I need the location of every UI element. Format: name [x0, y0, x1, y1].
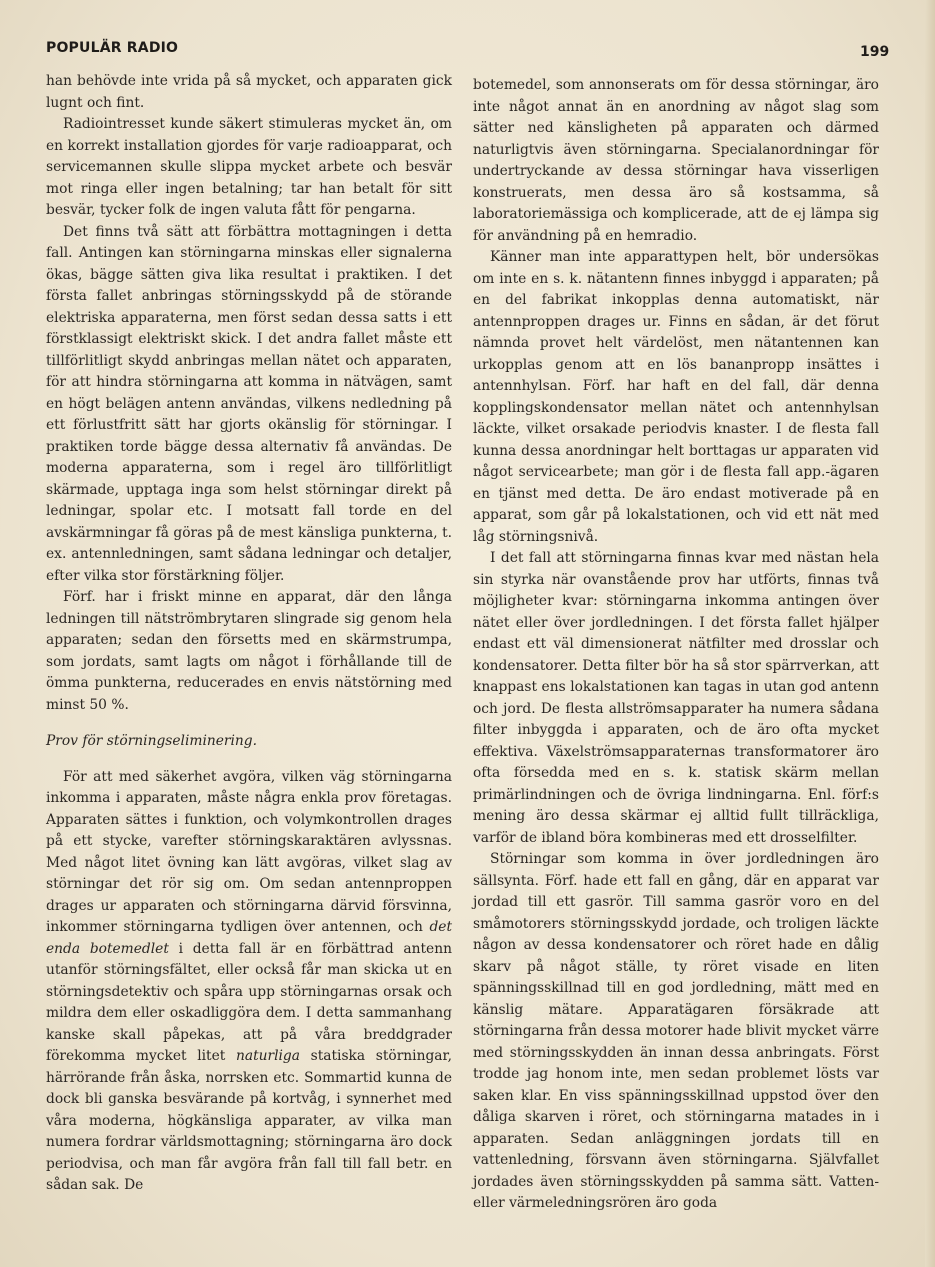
right-column	[473, 75, 879, 1215]
running-header-title: POPULÄR RADIO	[46, 40, 179, 56]
left-paragraph-5-emphasis-2: naturliga	[235, 1048, 300, 1064]
left-paragraph-5-emphasis-1: det enda botemedlet	[46, 919, 452, 957]
right-paragraph-2: Känner man inte apparattypen helt, bör undersökas om inte en s. k. nätantenn finnes inbyggd i apparaten; på en del fabrikat inkopplas denna automatiskt, när antennproppen drages ur. Finns en sådan, är det förut nämnda provet helt värdelöst, men nätantennen kan urkopplas genom att en lös bananpropp insättes i antennhylsan. Förf. har haft en del fall, där denna kopplingskondensator mellan nätet och antennhylsan läckte, vilket orsakade periodvis knaster. I de flesta fall kunna dessa anordningar helt borttagas ur apparaten vid något servicearbete; man gör i de flesta fall app.-ägaren en tjänst med detta. De äro endast motiverade på en apparat, som går på lokalstationen, och vid ett nät med låg störningsnivå.	[473, 249, 879, 545]
left-paragraph-3: Det finns två sätt att förbättra mottagningen i detta fall. Antingen kan störningarna minskas eller signalerna ökas, bägge sätten giva lika resultat i praktiken. I det första fallet anbringas störningsskydd på de störande elektriska apparaterna, men först sedan dessa satts i ett förstklassigt elektriskt skick. I det andra fallet måste ett tillförlitligt skydd anbringas mellan nätet och apparaten, för att hindra störningarna att komma in nätvägen, samt en högt belägen antenn användas, vilkens nedledning på ett förlustfritt sätt har gjorts okänslig för störningar. I praktiken torde bägge dessa alternativ få användas. De moderna apparaterna, som i regel äro tillförlitligt skärmade, upptaga inga som helst störningar direkt på ledningar, spolar etc. I motsatt fall torde en del avskärmningar få göras på de mest känsliga punkterna, t. ex. antennledningen, samt sådana ledningar och detaljer, efter vilka stor förstärkning följer.	[46, 223, 452, 584]
right-paragraph-1: botemedel, som annonserats om för dessa störningar, äro inte något annat än en anordning av något slag som sätter ned känsligheten på apparaten och därmed naturligtvis även störningarna. Specialanordningar för undertryckande av dessa störningar hava visserligen konstruerats, men dessa äro så kostsamma, så laboratoriemässiga och komplicerade, att de ej lämpa sig för användning på en hemradio.	[473, 77, 879, 244]
left-paragraph-5-part-a: För att med säkerhet avgöra, vilken väg störningarna inkomma i apparaten, måste några enkla prov företagas. Apparaten sättes i funktion, och volymkontrollen drages på ett stycke, varefter störningskaraktären avlyssnas. Med något litet övning kan lätt avgöras, vilket slag av störningar det rör sig om. Om sedan antennproppen drages ur apparaten och störningarna därvid försvinna, inkommer störningarna tydligen över antennen, och	[46, 768, 452, 935]
right-paragraph-3: I det fall att störningarna finnas kvar med nästan hela sin styrka när ovanstående prov har utförts, finnas två möjligheter kvar: störningarna inkomma antingen över nätet eller över jordledningen. I det första fallet hjälper endast ett väl dimensionerat nätfilter med drosslar och kondensatorer. Detta filter bör ha så stor spärrverkan, att knappast ens lokalstationen kan tagas in utan god antenn och jord. De flesta allströmsapparater ha numera sådana filter inbyggda i apparaten, och de äro ofta mycket effektiva. Växelströmsapparaternas transformatorer äro ofta försedda med en s. k. statisk skärm mellan primärlindningen och de övriga lindningarna. Enl. förf:s mening äro dessa skärmar ej alltid fullt tillräckliga, varför de ibland böra kombineras med ett drosselfilter.	[473, 550, 879, 846]
page-number: 199	[860, 44, 890, 60]
right-paragraph-4: Störningar som komma in över jordledningen äro sällsynta. Förf. hade ett fall en gång, där en apparat var jordad till ett gasrör. Till samma gasrör voro en del småmotorers störningsskydd jordade, och troligen läckte någon av dessa kondensatorer och röret hade en dålig skarv på något ställe, ty röret visade en liten spänningsskillnad till en god jordledning, mätt med en känslig mätare. Apparatägaren försäkrade att störningarna från dessa motorer hade blivit mycket värre med störningsskydden än innan dessa anbringats. Först trodde jag honom inte, men sedan problemet lösts var saken klar. En viss spänningsskillnad uppstod över den dåliga skarven i röret, och störningarna matades in i apparaten. Sedan anläggningen jordats till en vattenledning, försvann även störningarna. Självfallet jordades även störningsskydden på samma sätt. Vatten- eller värmeledningsrören äro goda	[473, 851, 879, 1211]
left-paragraph-5	[46, 767, 452, 1197]
left-paragraph-2: Radiointresset kunde säkert stimuleras mycket än, om en korrekt installation gjordes för varje radioapparat, och servicemannen skulle slippa mycket arbete och besvär mot ringa eller ingen betalning; tar han betalt för sitt besvär, tycker folk de ingen valuta fått för pengarna.	[46, 116, 452, 218]
section-heading: Prov för störningseliminering.	[46, 733, 258, 749]
left-paragraph-4: Förf. har i friskt minne en apparat, där den långa ledningen till nätströmbrytaren slingrade sig genom hela apparaten; sedan den försetts med en skärmstrumpa, som jordats, samt lagts om något i förhållande till de ömma punkterna, reducerades en envis nätstörning med minst 50 %.	[46, 589, 452, 713]
left-paragraph-5-part-c: statiska störningar, härrörande från åska, norrsken etc. Sommartid kunna de dock bli ganska besvärande på kortvåg, i synnerhet med våra moderna, högkänsliga apparater, av vilka man numera fordrar världsmottagning; störningarna äro dock periodvisa, och man får avgöra från fall till fall betr. en sådan sak. De	[46, 1048, 452, 1193]
page-edge	[925, 0, 935, 1267]
left-paragraph-5-part-b: i detta fall är en förbättrad antenn utanför störningsfältet, eller också får man skicka ut en störningsdetektiv och spåra upp störningarnas orsak och mildra dem eller oskadliggöra dem. I detta sammanhang kanske skall påpekas, att på våra breddgrader förekomma mycket litet	[46, 940, 452, 1064]
left-column	[46, 71, 452, 1197]
left-paragraph-1: han behövde inte vrida på så mycket, och apparaten gick lugnt och fint.	[46, 73, 452, 111]
